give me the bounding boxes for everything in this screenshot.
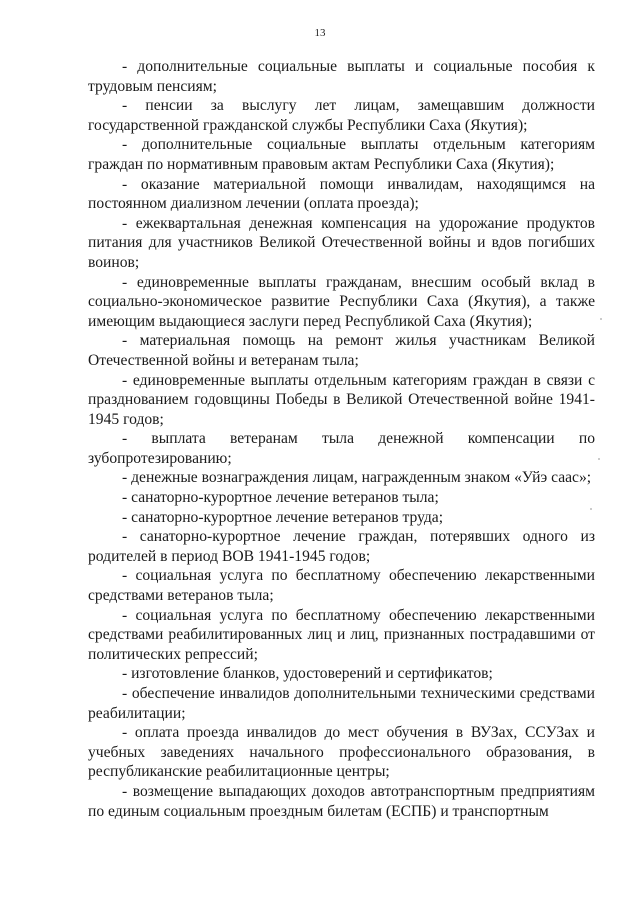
list-item: - единовременные выплаты гражданам, внесшим особый вклад в социально-экономическое развитие Республики Саха (Якутия), а также имеющим выдающиеся заслуги перед Республикой Саха (Якутия); [88, 273, 595, 330]
list-item: - дополнительные социальные выплаты отдельным категориям граждан по нормативным правовым актам Республики Саха (Якутия); [88, 136, 595, 173]
list-item: - изготовление бланков, удостоверений и сертификатов; [122, 665, 493, 683]
list-item: - возмещение выпадающих доходов автотранспортным предприятиям по единым социальным проездным билетам (ЕСПБ) и транспортным [88, 782, 595, 820]
list-item: - оплата проезда инвалидов до мест обучения в ВУЗах, ССУЗах и учебных заведениях начального профессионального образования, в республиканские реабилитационные центры; [88, 724, 595, 781]
list-item: - санаторно-курортное лечение ветеранов труда; [122, 508, 444, 526]
list-item: - материальная помощь на ремонт жилья участникам Великой Отечественной войны и ветеранам тыла; [88, 332, 595, 369]
scan-speck [598, 458, 600, 460]
list-item: - санаторно-курортное лечение ветеранов тыла; [122, 489, 439, 507]
list-item: - единовременные выплаты отдельным категориям граждан в связи с празднованием годовщины Победы в Великой Отечественной войне 1941-1945 годов; [88, 371, 595, 428]
page-number: 13 [314, 27, 326, 39]
scan-speck [600, 318, 602, 320]
list-item: - денежные вознаграждения лицам, награжденным знаком «Уйэ саас»; [122, 469, 592, 487]
list-item: - обеспечение инвалидов дополнительными техническими средствами реабилитации; [88, 685, 595, 722]
list-item: - пенсии за выслугу лет лицам, замещавшим должности государственной гражданской службы Республики Саха (Якутия); [88, 97, 595, 134]
list-item: - выплата ветеранам тыла денежной компенсации по зубопротезированию; [88, 430, 595, 467]
list-item: - дополнительные социальные выплаты и социальные пособия к трудовым пенсиям; [88, 58, 595, 95]
document-body [88, 57, 595, 821]
list-item: - ежеквартальная денежная компенсация на удорожание продуктов питания для участников Великой Отечественной войны и вдов погибших воинов; [88, 214, 595, 271]
list-item: - социальная услуга по бесплатному обеспечению лекарственными средствами реабилитированных лиц и лиц, признанных пострадавшими от политических репрессий; [88, 606, 595, 663]
scan-speck [590, 508, 592, 510]
list-item: - санаторно-курортное лечение граждан, потерявших одного из родителей в период ВОВ 1941-1945 годов; [88, 528, 595, 565]
list-item: - социальная услуга по бесплатному обеспечению лекарственными средствами ветеранов тыла; [88, 567, 595, 605]
list-item: - оказание материальной помощи инвалидам, находящимся на постоянном диализном лечении (оплата проезда); [88, 175, 595, 213]
